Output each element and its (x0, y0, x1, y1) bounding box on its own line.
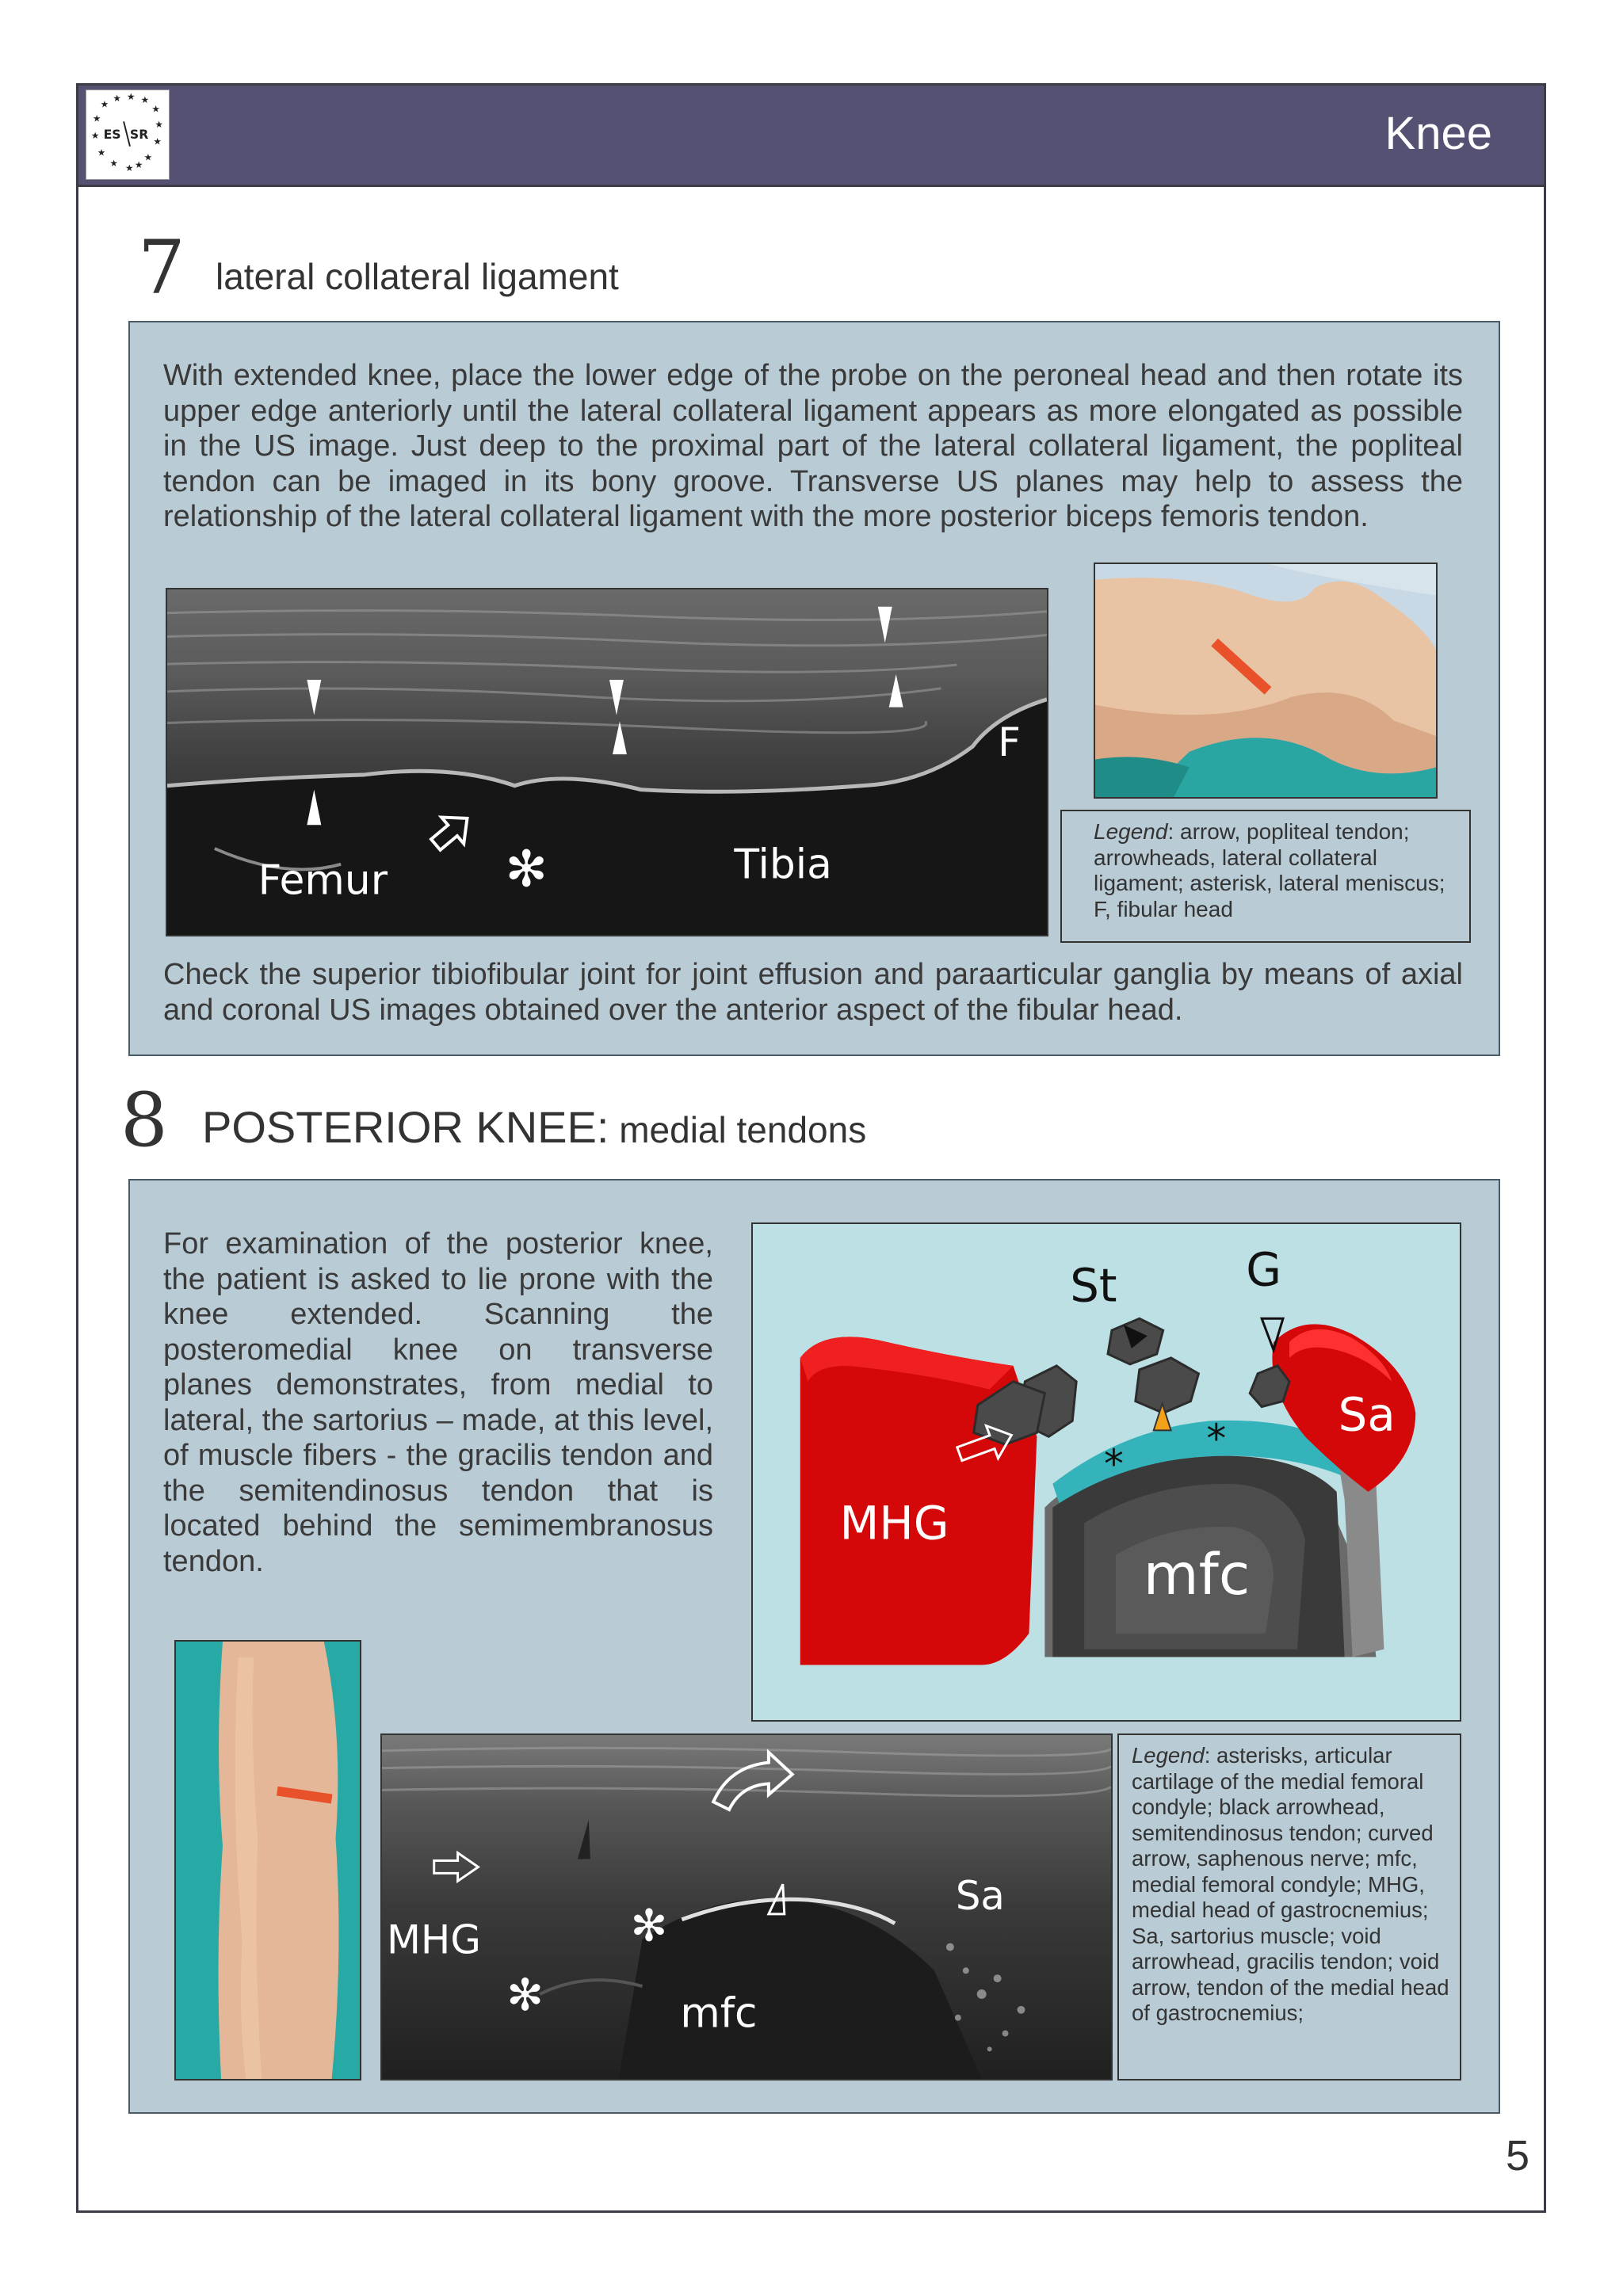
us2-asterisk-1: ✻ (630, 1900, 668, 1952)
svg-text:SR: SR (129, 126, 149, 142)
section-7-legend (1060, 810, 1471, 943)
us2-label-mhg: MHG (386, 1917, 481, 1963)
essr-logo (86, 90, 170, 180)
svg-text:★: ★ (151, 103, 160, 115)
posterior-knee-diagram (751, 1222, 1461, 1722)
diagram-label-st: St (1070, 1258, 1117, 1313)
page-number: 5 (1505, 2132, 1529, 2180)
diagram-label-g: G (1246, 1242, 1281, 1297)
section-8-paragraph: For examination of the posterior knee, the patient is asked to lie prone with the knee extended. Scanning the posteromedial knee on transverse planes demonstrates, from medial to lateral, the sartorius – made, at this level, of muscle fibers - the gracilis tendon and the semitendinosus tendon that is located behind the semimembranosus tendon. (163, 1227, 713, 1578)
svg-text:ES: ES (103, 126, 121, 142)
section-7-paragraph-2: Check the superior tibiofibular joint for joint effusion and paraarticular ganglia by means of axial and coronal US images obtained over the anterior aspect of the fibular head. (163, 958, 1463, 1027)
svg-text:★: ★ (100, 98, 109, 110)
us2-asterisk-2: ✻ (506, 1969, 544, 2021)
us2-label-sa: Sa (955, 1873, 1005, 1919)
svg-text:★: ★ (140, 93, 150, 105)
section-7-number: 7 (138, 225, 185, 311)
us2-label-mfc: mfc (680, 1989, 758, 2038)
us1-label-tibia: Tibia (734, 841, 832, 889)
diagram-asterisk-1: * (1104, 1440, 1124, 1487)
svg-text:★: ★ (153, 135, 162, 147)
diagram-asterisk-2: * (1206, 1416, 1227, 1463)
diagram-label-sa: Sa (1338, 1387, 1396, 1442)
section-8-title-sub: medial tendons (619, 1109, 867, 1150)
us1-asterisk: ✻ (505, 839, 548, 898)
diagram-label-mfc: mfc (1143, 1542, 1251, 1608)
us-image-lateral-collateral (166, 588, 1048, 936)
us-image-posterior-knee (380, 1733, 1113, 2081)
diagram-label-mhg: MHG (839, 1496, 949, 1550)
us1-label-fibular-head: F (998, 719, 1021, 766)
svg-text:★: ★ (92, 113, 101, 124)
svg-text:★: ★ (155, 119, 163, 131)
svg-text:★: ★ (127, 90, 136, 102)
svg-text:★: ★ (143, 151, 153, 163)
section-8-number: 8 (120, 1077, 168, 1164)
svg-text:★: ★ (125, 162, 134, 174)
us1-label-femur: Femur (258, 856, 388, 905)
photo-posterior-leg-probe (174, 1640, 361, 2081)
svg-text:★: ★ (134, 159, 143, 171)
photo-lateral-knee-probe (1094, 563, 1438, 799)
svg-text:★: ★ (97, 147, 106, 158)
legend-1-text: : arrow, popliteal tendon; arrowheads, lateral collateral ligament; asterisk, lateral meniscus; F, fibular head (1094, 819, 1445, 921)
svg-text:★: ★ (90, 129, 100, 141)
section-8-title (202, 1101, 866, 1153)
section-8-legend (1117, 1733, 1461, 2081)
legend-2-title: Legend (1132, 1743, 1205, 1768)
section-7-paragraph-1: With extended knee, place the lower edge of the probe on the peroneal head and then rotate its upper edge anteriorly until the lateral collateral ligament appears as more elongated as possible in the US image. Just deep to the proximal part of the lateral collateral ligament, the popliteal tendon can be imaged in its bony groove. Transverse US planes may help to assess the relationship of the lateral collateral ligament with the more posterior biceps femoris tendon. (163, 359, 1463, 533)
header-bar (76, 83, 1546, 187)
svg-text:★: ★ (109, 158, 118, 170)
svg-text:★: ★ (113, 92, 121, 104)
legend-2-text: : asterisks, articular cartilage of the medial femoral condyle; black arrowhead, semitendinosus tendon; curved arrow, saphenous nerve; mfc, medial femoral condyle; MHG, medial head of gastrocnemius; Sa, sartorius muscle; void arrowhead, gracilis tendon; void arrow, tendon of the medial head of gastrocnemius; (1132, 1743, 1449, 2025)
section-label: Knee (1384, 108, 1492, 159)
legend-1-title: Legend (1094, 819, 1168, 844)
section-8-title-main: POSTERIOR KNEE: (202, 1102, 609, 1152)
section-7-title: lateral collateral ligament (216, 256, 619, 297)
